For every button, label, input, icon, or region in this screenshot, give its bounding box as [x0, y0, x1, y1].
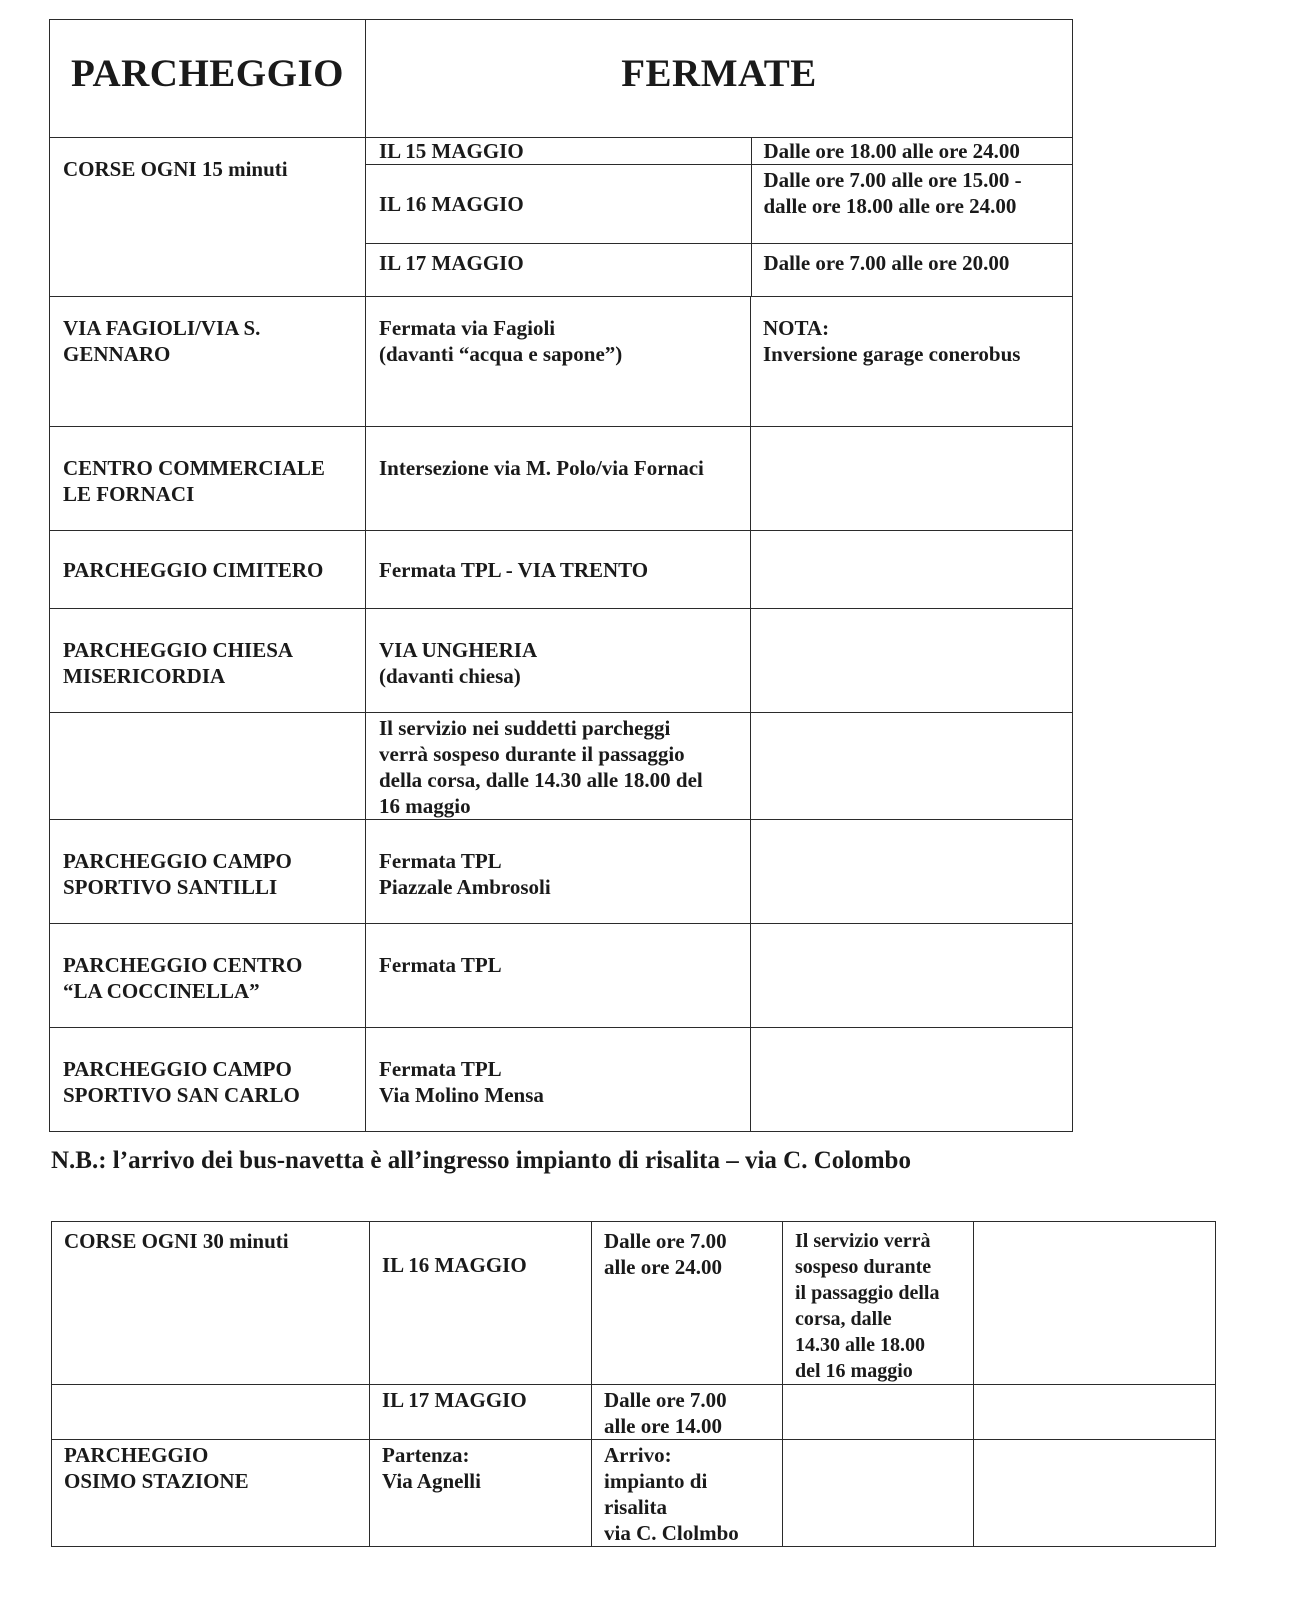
parking-name: PARCHEGGIO CIMITERO [50, 530, 366, 608]
stop-location: VIA UNGHERIA (davanti chiesa) [366, 608, 751, 712]
schedule-days-table [366, 138, 1073, 296]
parking-name: PARCHEGGIO CAMPO SPORTIVO SAN CARLO [50, 1027, 366, 1131]
header-parcheggio: PARCHEGGIO [50, 20, 366, 138]
stop-note [751, 426, 1073, 530]
parking-name: PARCHEGGIO OSIMO STAZIONE [52, 1440, 370, 1547]
table-row [50, 712, 1073, 819]
empty-cell [783, 1440, 974, 1547]
table-row [50, 608, 1073, 712]
table-row [50, 296, 1073, 426]
table-row [52, 1440, 1216, 1547]
osimo-shuttle-table [51, 1221, 1216, 1547]
schedule-label: CORSE OGNI 15 minuti [50, 138, 366, 297]
stop-note [751, 712, 1073, 819]
stop-location: Fermata TPL Via Molino Mensa [366, 1027, 751, 1131]
empty-cell [974, 1440, 1216, 1547]
schedule-times: Dalle ore 7.00 alle ore 24.00 [592, 1222, 783, 1385]
stop-location: Fermata TPL Piazzale Ambrosoli [366, 819, 751, 923]
empty-cell [974, 1385, 1216, 1440]
table-row [50, 530, 1073, 608]
stop-note [751, 608, 1073, 712]
stop-note: NOTA: Inversione garage conerobus [751, 296, 1073, 426]
service-suspension-note: Il servizio nei suddetti parcheggi verrà sospeso durante il passaggio della corsa, dalle 14.30 alle 18.00 del 16 maggio [366, 712, 751, 819]
schedule-day-row [366, 165, 1073, 244]
stop-note [751, 530, 1073, 608]
schedule-times: Dalle ore 18.00 alle ore 24.00 [751, 138, 1073, 165]
parking-name: PARCHEGGIO CHIESA MISERICORDIA [50, 608, 366, 712]
schedule-day: IL 16 MAGGIO [370, 1222, 592, 1385]
table-row [50, 426, 1073, 530]
parking-name: PARCHEGGIO CENTRO “LA COCCINELLA” [50, 923, 366, 1027]
table-row [50, 1027, 1073, 1131]
empty-cell [974, 1222, 1216, 1385]
schedule-label: CORSE OGNI 30 minuti [52, 1222, 370, 1385]
schedule-day: IL 15 MAGGIO [366, 138, 751, 165]
stop-note [751, 819, 1073, 923]
arrival-note: N.B.: l’arrivo dei bus-navetta è all’ingresso impianto di risalita – via C. Colombo [51, 1147, 911, 1174]
arrival-stop: Arrivo: impianto di risalita via C. Clolmbo [592, 1440, 783, 1547]
parking-name: PARCHEGGIO CAMPO SPORTIVO SANTILLI [50, 819, 366, 923]
parking-name: CENTRO COMMERCIALE LE FORNACI [50, 426, 366, 530]
empty-cell [783, 1385, 974, 1440]
schedule-day: IL 17 MAGGIO [366, 244, 751, 296]
stop-note [751, 923, 1073, 1027]
schedule-day-row [366, 244, 1073, 296]
schedule-times: Dalle ore 7.00 alle ore 15.00 - dalle ore 18.00 alle ore 24.00 [751, 165, 1073, 244]
parking-name [50, 712, 366, 819]
schedule-label [52, 1385, 370, 1440]
parking-name: VIA FAGIOLI/VIA S. GENNARO [50, 296, 366, 426]
service-suspension-note: Il servizio verrà sospeso durante il passaggio della corsa, dalle 14.30 alle 18.00 del 16 maggio [783, 1222, 974, 1385]
stop-location: Fermata via Fagioli (davanti “acqua e sapone”) [366, 296, 751, 426]
schedule-days-cell [366, 138, 1073, 297]
header-fermate: FERMATE [366, 20, 1073, 138]
shuttle-stops-table [49, 19, 1073, 1132]
schedule-day: IL 16 MAGGIO [366, 165, 751, 244]
table-row [50, 923, 1073, 1027]
stop-note [751, 1027, 1073, 1131]
schedule-times: Dalle ore 7.00 alle ore 20.00 [751, 244, 1073, 296]
table-header-row [50, 20, 1073, 138]
table-row [52, 1385, 1216, 1440]
schedule-times: Dalle ore 7.00 alle ore 14.00 [592, 1385, 783, 1440]
table-row [52, 1222, 1216, 1385]
schedule-day-row [366, 138, 1073, 165]
departure-stop: Partenza: Via Agnelli [370, 1440, 592, 1547]
stop-location: Fermata TPL - VIA TRENTO [366, 530, 751, 608]
schedule-day: IL 17 MAGGIO [370, 1385, 592, 1440]
schedule-row [50, 138, 1073, 297]
stop-location: Fermata TPL [366, 923, 751, 1027]
stop-location: Intersezione via M. Polo/via Fornaci [366, 426, 751, 530]
table-row [50, 819, 1073, 923]
